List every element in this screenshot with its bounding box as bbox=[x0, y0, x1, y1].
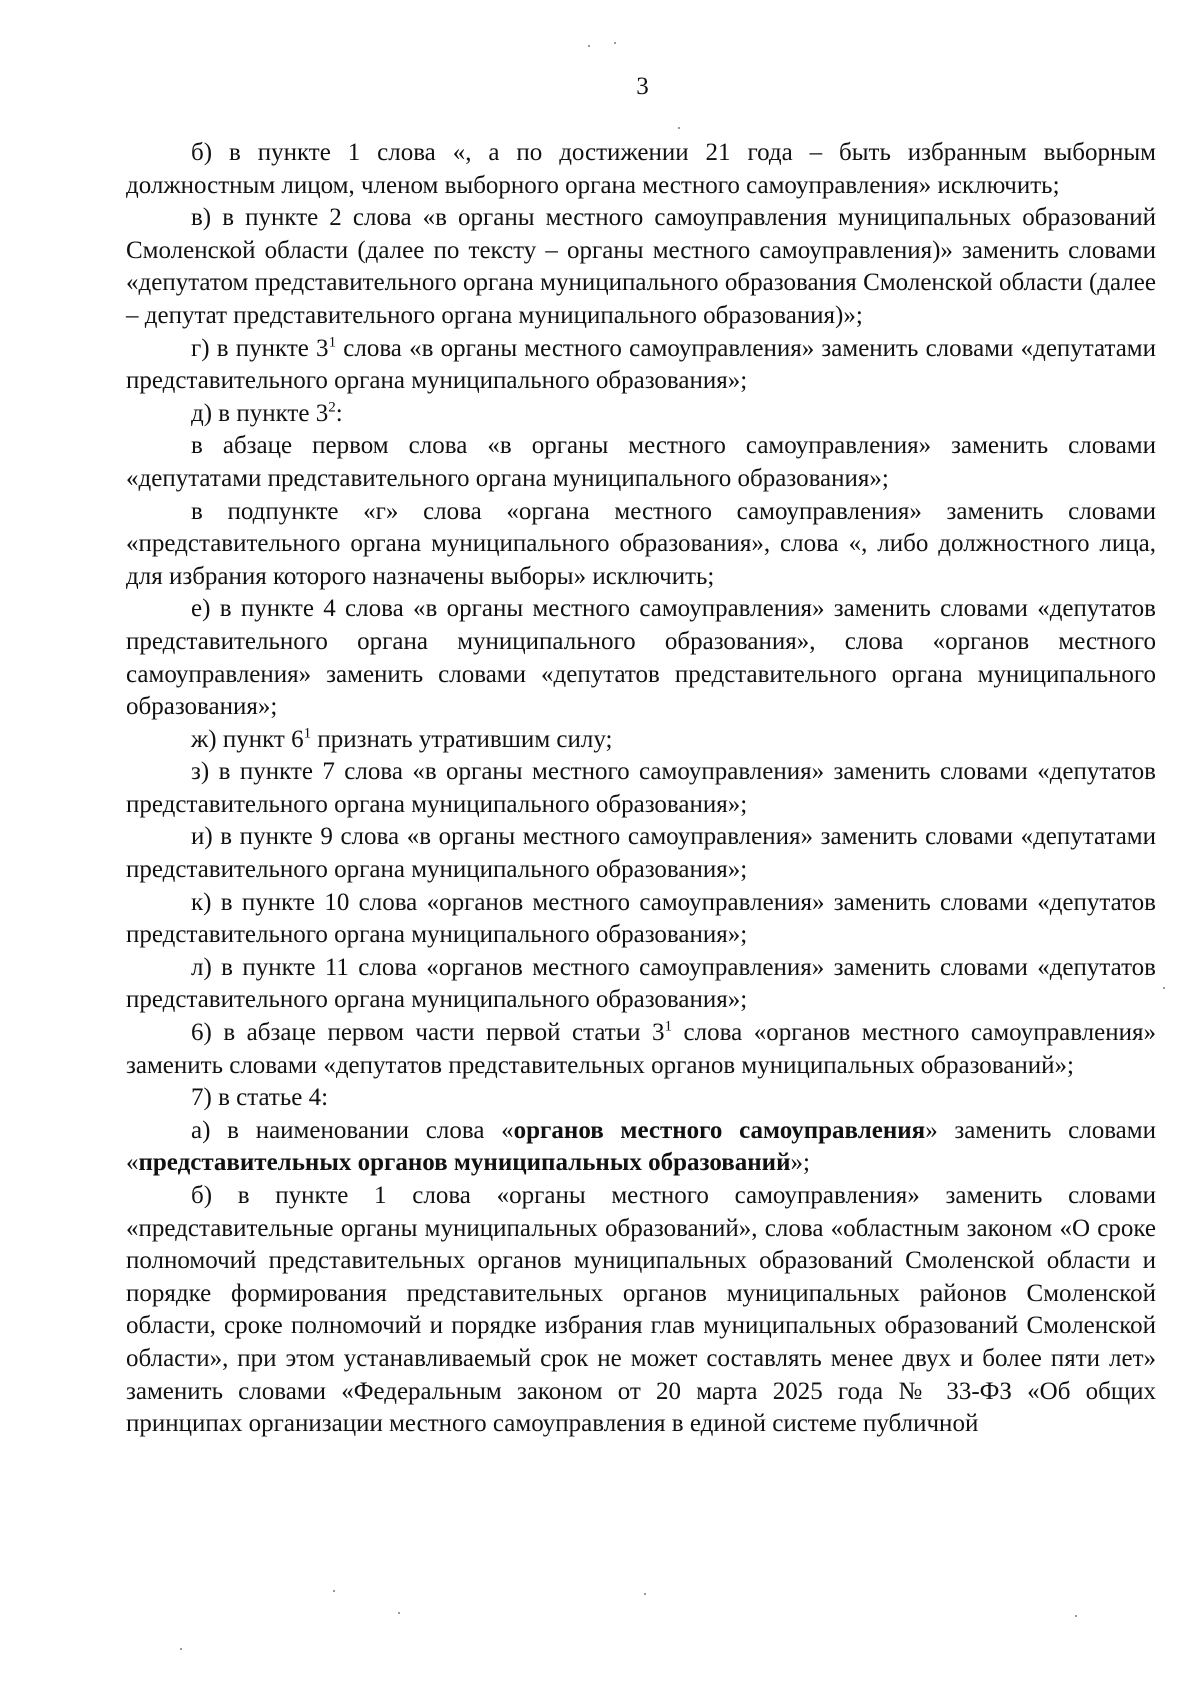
paragraph bbox=[126, 1082, 1156, 1115]
scan-speck bbox=[1163, 987, 1165, 989]
superscript: 2 bbox=[328, 399, 336, 416]
text-run: е) в пункте 4 слова «в органы местного самоуправления» заменить словами «депутатов представительного органа муниципального образования», слова «органов местного самоуправления» заменить словами «депутатов представительного органа муниципального образования»; bbox=[126, 595, 1156, 721]
paragraph bbox=[126, 952, 1156, 1017]
scan-speck bbox=[333, 1590, 335, 1592]
text-run: слова «в органы местного самоуправления» заменить словами «депутатами представительного органа муниципального образования»; bbox=[126, 334, 1156, 395]
text-run: в подпункте «г» слова «органа местного самоуправления» заменить словами «представительного органа муниципального образования», слова «, либо должностного лица, для избрания которого назначены выборы» исключить; bbox=[126, 497, 1156, 590]
scan-speck bbox=[588, 45, 590, 47]
scan-speck bbox=[614, 42, 616, 44]
text-run: в абзаце первом слова «в органы местного самоуправления» заменить словами «депутатами представительного органа муниципального образования»; bbox=[126, 432, 1156, 492]
text-run: ж) пункт 6 bbox=[191, 725, 304, 753]
text-run: б) в пункте 1 слова «, а по достижении 21 года – быть избранным выборным должностным лицом, членом выборного органа местного самоуправления» исключить; bbox=[126, 139, 1156, 199]
text-run: »; bbox=[790, 1149, 810, 1177]
bold-text: представительных органов муниципальных образований bbox=[138, 1149, 791, 1177]
text-run: 6) в абзаце первом части первой статьи 3 bbox=[191, 1019, 665, 1047]
scan-speck bbox=[678, 127, 680, 129]
text-run: » заменить словами « bbox=[126, 1116, 1156, 1177]
paragraph bbox=[126, 1115, 1156, 1180]
text-run: 7) в статье 4: bbox=[191, 1084, 329, 1112]
text-run: б) в пункте 1 слова «органы местного самоуправления» заменить словами «представительные органы муниципальных образований», слова «областным законом «О сроке полномочий представительных органов муниципальных образований Смоленской области и порядке формирования представительных органов муниципальных районов Смоленской области, сроке полномочий и порядке избрания глав муниципальных образований Смоленской области», при этом устанавливаемый срок не может составлять менее двух и более пяти лет» заменить словами «Федеральным законом от 20 марта 2025 года № 33-ФЗ «Об общих принципах организации местного самоуправления в единой системе публичной bbox=[126, 1182, 1156, 1438]
bold-text: органов местного самоуправления bbox=[513, 1116, 926, 1144]
scan-speck bbox=[180, 1648, 182, 1650]
superscript: 1 bbox=[328, 334, 337, 351]
text-run: д) в пункте 3 bbox=[191, 399, 329, 427]
paragraph bbox=[126, 137, 1156, 202]
paragraph bbox=[126, 398, 1156, 431]
superscript: 1 bbox=[664, 1018, 673, 1035]
paragraph bbox=[126, 333, 1156, 398]
paragraph bbox=[126, 887, 1156, 952]
paragraph bbox=[126, 202, 1156, 332]
paragraph bbox=[126, 821, 1156, 886]
text-run: а) в наименовании слова « bbox=[191, 1116, 514, 1144]
text-run: признать утратившим силу; bbox=[311, 725, 613, 753]
document-body bbox=[126, 137, 1156, 1441]
page-number: 3 bbox=[636, 73, 649, 100]
text-run: к) в пункте 10 слова «органов местного самоуправления» заменить словами «депутатов представительного органа муниципального образования»; bbox=[126, 888, 1156, 949]
scan-speck bbox=[398, 1612, 400, 1614]
paragraph bbox=[126, 430, 1156, 495]
paragraph bbox=[126, 496, 1156, 594]
paragraph bbox=[126, 1180, 1156, 1441]
scan-speck bbox=[1075, 1615, 1077, 1617]
text-run: з) в пункте 7 слова «в органы местного самоуправления» заменить словами «депутатов представительного органа муниципального образования»; bbox=[126, 758, 1156, 818]
paragraph bbox=[126, 1017, 1156, 1082]
text-run: слова «органов местного самоуправления» заменить словами «депутатов представительных органов муниципальных образований»; bbox=[126, 1019, 1157, 1079]
text-run: в) в пункте 2 слова «в органы местного самоуправления муниципальных образований Смоленской области (далее по тексту – органы местного самоуправления)» заменить словами «депутатом представительного органа муниципального образования Смоленской области (далее – депутат представительного органа муниципального образования)»; bbox=[126, 204, 1156, 329]
superscript: 1 bbox=[303, 725, 312, 742]
paragraph bbox=[126, 756, 1156, 821]
text-run: : bbox=[335, 399, 343, 427]
paragraph bbox=[126, 724, 1156, 757]
paragraph bbox=[126, 593, 1156, 723]
text-run: и) в пункте 9 слова «в органы местного самоуправления» заменить словами «депутатами представительного органа муниципального образования»; bbox=[126, 823, 1156, 884]
scan-speck bbox=[644, 1593, 646, 1595]
text-run: л) в пункте 11 слова «органов местного самоуправления» заменить словами «депутатов представительного органа муниципального образования»; bbox=[126, 953, 1156, 1014]
text-run: г) в пункте 3 bbox=[191, 334, 329, 362]
